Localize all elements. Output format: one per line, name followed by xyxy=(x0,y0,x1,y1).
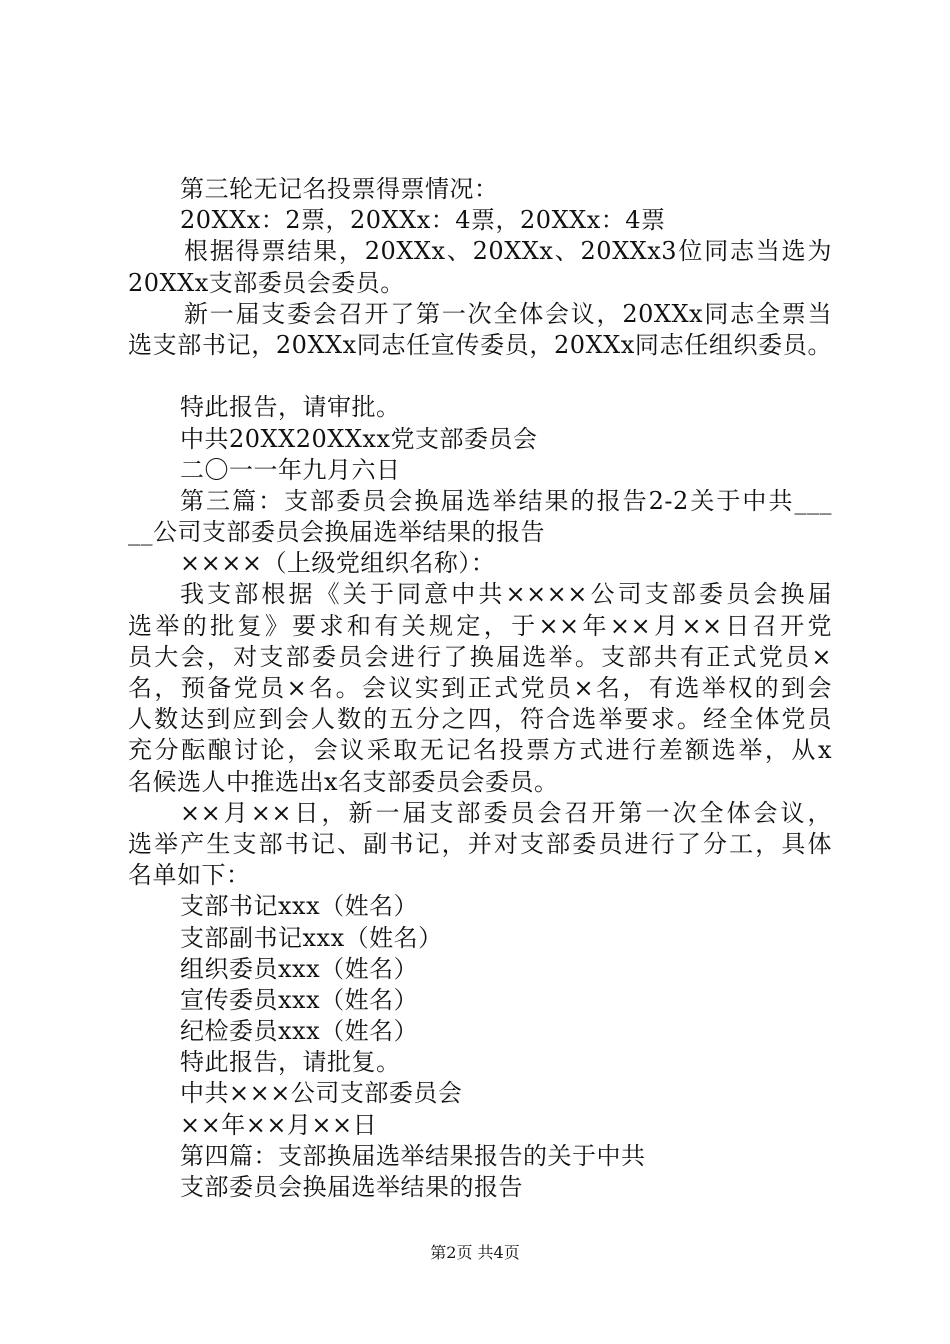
text-line: 纪检委员xxx（姓名） xyxy=(180,1017,419,1046)
text-line: 新一届支委会召开了第一次全体会议，20XXx同志全票当 xyxy=(184,299,832,328)
text-line: 选举产生支部书记、副书记，并对支部委员进行了分工，具体 xyxy=(128,829,832,858)
text-line: 宣传委员xxx（姓名） xyxy=(180,985,419,1014)
text-line: 二〇一一年九月六日 xyxy=(180,455,401,484)
text-line: 20XXx支部委员会委员。 xyxy=(128,268,405,297)
text-line: 支部委员会换届选举结果的报告 xyxy=(180,1173,523,1201)
text-line: 特此报告，请审批。 xyxy=(180,393,401,422)
text-line: ××月××日，新一届支部委员会召开第一次全体会议， xyxy=(180,798,832,827)
text-line: ××××（上级党组织名称）： xyxy=(180,549,496,578)
text-line: 根据得票结果，20XXx、20XXx、20XXx3位同志当选为 xyxy=(184,237,832,266)
page-number-footer: 第2页 共4页 xyxy=(430,1243,520,1262)
text-line: 我支部根据《关于同意中共××××公司支部委员会换届 xyxy=(180,580,832,609)
text-line: 支部副书记xxx（姓名） xyxy=(180,923,443,952)
text-line: 20XXx：2票，20XXx：4票，20XXx：4票 xyxy=(180,206,666,235)
text-line: ××年××月××日 xyxy=(180,1110,378,1139)
document-body xyxy=(128,174,832,1203)
text-line: 组织委员xxx（姓名） xyxy=(180,954,419,983)
text-line: 特此报告，请批复。 xyxy=(180,1048,401,1077)
text-line: 名，预备党员×名。会议实到正式党员×名，有选举权的到会 xyxy=(128,674,832,702)
text-line: 第三篇：支部委员会换届选举结果的报告2-2关于中共___ xyxy=(180,486,832,515)
text-line: 选支部书记，20XXx同志任宣传委员，20XXx同志任组织委员。 xyxy=(128,330,832,359)
text-line: 第三轮无记名投票得票情况： xyxy=(180,175,499,203)
text-line: 名单如下： xyxy=(128,861,251,890)
text-line: __公司支部委员会换届选举结果的报告 xyxy=(128,518,545,547)
text-line: 充分酝酿讨论，会议采取无记名投票方式进行差额选举，从x xyxy=(128,736,832,765)
text-line: 名候选人中推选出x名支部委员会委员。 xyxy=(128,767,559,796)
text-line: 人数达到应到会人数的五分之四，符合选举要求。经全体党员 xyxy=(128,705,832,734)
text-line: 员大会，对支部委员会进行了换届选举。支部共有正式党员× xyxy=(128,642,832,671)
text-line: 中共×××公司支部委员会 xyxy=(180,1079,463,1108)
blank-line xyxy=(128,361,832,392)
text-line: 中共20XX20XXxx党支部委员会 xyxy=(180,424,538,453)
text-line: 选举的批复》要求和有关规定，于××年××月××日召开党 xyxy=(128,611,832,640)
text-line: 支部书记xxx（姓名） xyxy=(180,892,419,921)
text-line: 第四篇：支部换届选举结果报告的关于中共 xyxy=(180,1141,646,1170)
